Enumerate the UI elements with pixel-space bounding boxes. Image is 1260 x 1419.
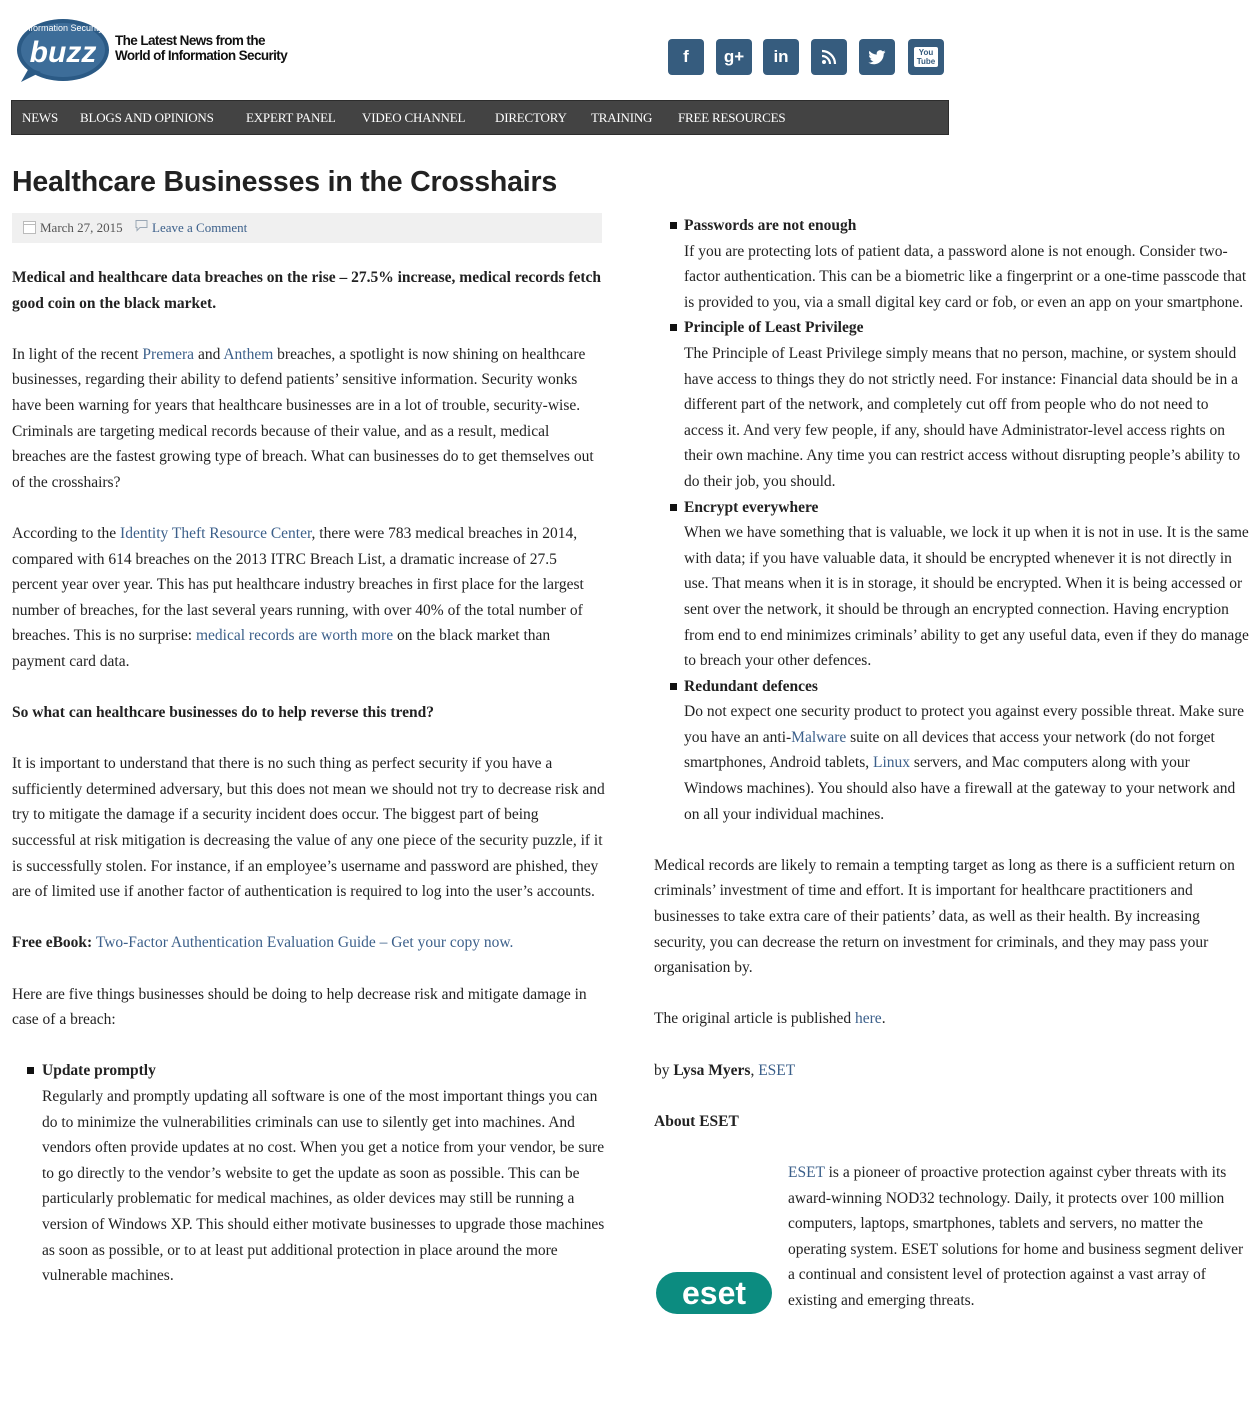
tip-title: Redundant defences — [684, 677, 818, 695]
paragraph-conclusion: Medical records are likely to remain a tempting target as long as there is a sufficient return on criminals’ investment of time and effort. It is important for healthcare practitioners and businesses to take extra care of their patients’ data, as well as their health. By increasing security, you can decrease the return on investment for criminals, and they may pass your organisation by. — [654, 856, 1235, 977]
post-date: March 27, 2015 — [40, 220, 123, 235]
list-item — [654, 674, 1250, 828]
tip-title: Principle of Least Privilege — [684, 319, 864, 337]
youtube-icon: You Tube — [914, 47, 938, 67]
list-item — [654, 213, 1250, 315]
tip-text: Do not expect one security product to protect you against every possible threat. Make sure you have an anti-Malware suite on all devices that access your network (do not forget smartphones, Android tablets, Linux servers, and Mac computers along with your Windows machines). You should also have a firewall at the gateway to your network and on all your individual machines. — [684, 703, 1244, 823]
facebook-button[interactable] — [668, 39, 704, 75]
site-logo[interactable] — [15, 16, 288, 86]
twitter-icon — [868, 50, 886, 65]
tip-text: Regularly and promptly updating all software is one of the most important things you can do to minimize the vulnerabilities criminals can use to silently get into machines. And vendors often provide updates at no cost. When you get a notice from your vendor, be sure to go directly to the vendor’s website to get the update as soon as possible. This can be particularly problematic for medical machines, as older devices may still be running a version of Windows XP. This should either motivate businesses to upgrade those machines as soon as possible, or to at least put additional protection in place around the more vulnerable machines. — [42, 1088, 605, 1285]
nav-video-channel[interactable]: VIDEO CHANNEL — [362, 110, 466, 125]
linkedin-icon: in — [773, 47, 789, 66]
author-name: Lysa Myers — [673, 1061, 751, 1079]
premera-link[interactable]: Premera — [142, 345, 195, 363]
lead-paragraph: Medical and healthcare data breaches on the rise – 27.5% increase, medical records fetch good coin on the black market. — [12, 269, 602, 312]
ebook-label: Free eBook: — [12, 934, 93, 952]
paragraph-list-intro: Here are five things businesses should be doing to help decrease risk and mitigate damage in case of a breach: — [12, 985, 587, 1029]
list-item — [654, 315, 1250, 494]
byline: by Lysa Myers, ESET — [654, 1061, 796, 1079]
leave-comment-link[interactable]: Leave a Comment — [152, 220, 248, 235]
tip-title: Update promptly — [42, 1062, 156, 1080]
malware-link[interactable]: Malware — [791, 728, 847, 746]
youtube-button[interactable] — [908, 39, 944, 75]
about-eset: ESET is a pioneer of proactive protection against cyber threats with its award-winning NOD32 technology. Daily, it protects over 100 million computers, laptops, smartphones, tablets and servers, no matter the operating system. ESET solutions for home and business segment deliver a continual and consistent level of protection against a vast array of existing and emerging threats. — [788, 1163, 1244, 1309]
tips-list-right — [654, 213, 1250, 827]
nav-training[interactable]: TRAINING — [591, 110, 653, 125]
eset-link[interactable]: ESET — [788, 1163, 825, 1181]
facebook-icon: f — [683, 47, 689, 66]
page-title: Healthcare Businesses in the Crosshairs — [12, 166, 558, 198]
nav-directory[interactable]: DIRECTORY — [495, 110, 567, 125]
eset-logo — [654, 1233, 774, 1351]
original-article-link[interactable]: here — [855, 1010, 882, 1028]
tip-text: When we have something that is valuable, we lock it up when it is not in use. It is the same with data; if you have valuable data, it should be encrypted whenever it is not directly in use. That means when it is in storage, it should be encrypted. When it is being accessed or sent over the network, it should be through an encrypted connection. Having encryption from end to end minimizes criminals’ ability to get any useful data, even if they do manage to breach your other defences. — [684, 524, 1249, 670]
rss-button[interactable] — [811, 39, 847, 75]
rss-icon — [821, 49, 837, 65]
googleplus-button[interactable] — [716, 39, 752, 75]
twitter-button[interactable] — [859, 39, 895, 75]
calendar-icon — [23, 221, 36, 234]
eset-logo-text: eset — [681, 1275, 747, 1311]
list-item — [654, 495, 1250, 674]
post-meta — [12, 213, 602, 243]
medical-records-worth-link[interactable]: medical records are worth more — [195, 627, 394, 645]
ebook-promo — [12, 930, 606, 956]
ebook-link[interactable]: Two-Factor Authentication Evaluation Guide – Get your copy now. — [95, 934, 514, 952]
question-heading: So what can healthcare businesses do to help reverse this trend? — [12, 704, 434, 722]
linkedin-button[interactable] — [763, 39, 799, 75]
nav-news[interactable]: NEWS — [22, 110, 59, 125]
tips-list-left — [12, 1058, 606, 1288]
anthem-link[interactable]: Anthem — [223, 345, 274, 363]
author-org-link[interactable]: ESET — [758, 1061, 796, 1079]
logo-top-text: Information Security — [22, 23, 104, 33]
about-heading: About ESET — [654, 1112, 739, 1130]
itrc-link[interactable]: Identity Theft Resource Center — [120, 524, 312, 542]
tip-text: The Principle of Least Privilege simply means that no person, machine, or system should have access to things they do not strictly need. For instance: Financial data should be in a different part of the network, and completely cut off from people who do not need to access it. And very few people, if any, should have Administrator-level access rights on their own machine. Any time you can restrict access without disrupting people’s ability to do their job, you should. — [684, 344, 1241, 490]
paragraph-risk: It is important to understand that there is no such thing as perfect security if you have a sufficiently determined adversary, but this does not mean we should not try to decrease risk and try to mitigate the damage if a security incident does occur. The biggest part of being successful at risk mitigation is decreasing the value of any one piece of the security puzzle, if it is successfully stolen. For instance, if an employee’s username and password are phished, they are of limited use if another factor of authentication is required to log into the user’s accounts. — [12, 755, 605, 901]
paragraph-statistics: According to the Identity Theft Resource Center, there were 783 medical breaches in 2014, compared with 614 breaches on the 2013 ITRC Breach List, a dramatic increase of 27.5 percent year over year. This has put healthcare industry breaches in first place for the largest number of breaches, for the last several years running, with over 40% of the total number of breaches. This is no surprise: medical records are worth more on the black market than payment card data. — [12, 524, 584, 670]
main-nav — [11, 100, 949, 135]
googleplus-icon: g+ — [723, 47, 745, 66]
article-body-left — [12, 265, 606, 1289]
buzz-logo-icon — [15, 16, 111, 84]
nav-free-resources[interactable]: FREE RESOURCES — [678, 110, 786, 125]
logo-brand: buzz — [29, 36, 97, 69]
tip-title: Encrypt everywhere — [684, 498, 819, 516]
linux-link[interactable]: Linux — [873, 754, 911, 772]
nav-blogs-and-opinions[interactable]: BLOGS AND OPINIONS — [80, 110, 214, 125]
paragraph-intro: In light of the recent Premera and Anthem breaches, a spotlight is now shining on healthcare businesses, regarding their ability to defend patients’ sensitive information. Security wonks have been warning for years that healthcare businesses are in a lot of trouble, security-wise. Criminals are targeting medical records because of their value, and as a result, medical breaches are the fastest growing type of breach. What can businesses do to get themselves out of the crosshairs? — [12, 345, 594, 491]
site-tagline: The Latest News from the World of Information Security — [115, 33, 288, 63]
nav-expert-panel[interactable]: EXPERT PANEL — [246, 110, 336, 125]
comment-icon — [135, 219, 148, 232]
article-body-right — [654, 213, 1250, 1314]
original-article-note: The original article is published here. — [654, 1010, 886, 1028]
tip-text: If you are protecting lots of patient data, a password alone is not enough. Consider two-factor authentication. This can be a biometric like a fingerprint or a one-time passcode that is provided to you, via a small digital key card or fob, or even an app on your smartphone. — [684, 242, 1247, 311]
list-item — [12, 1058, 606, 1288]
tip-title: Passwords are not enough — [684, 217, 857, 234]
